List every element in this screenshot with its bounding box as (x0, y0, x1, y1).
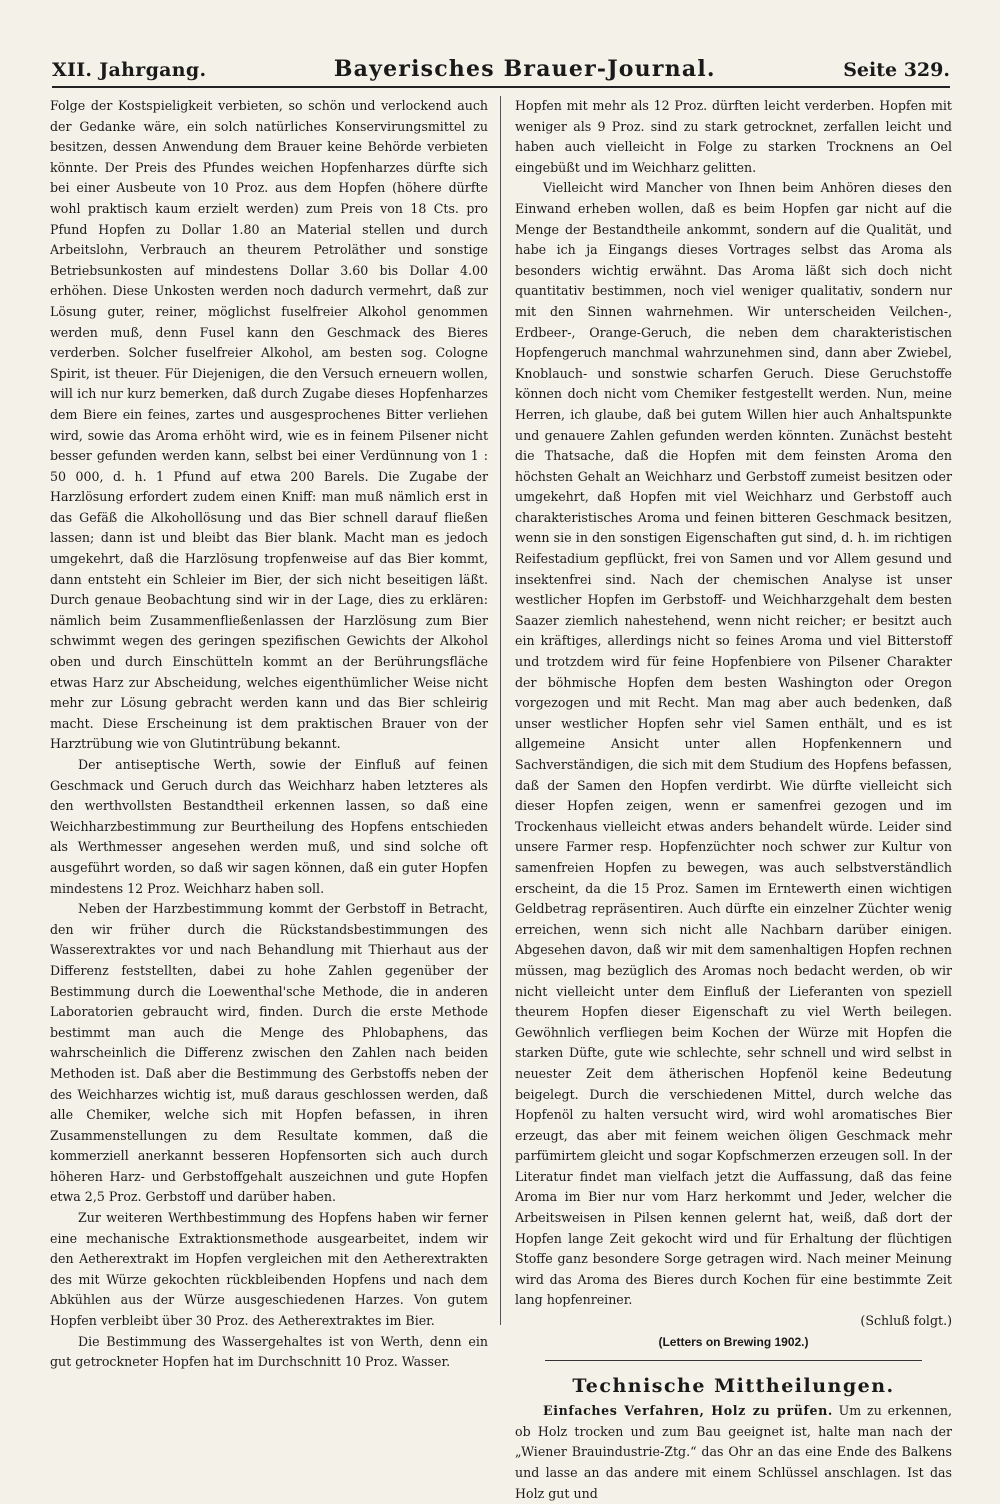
journal-title: Bayerisches Brauer-Journal. (333, 56, 716, 82)
section-text: Um zu erkennen, ob Holz trocken und zum Bau geeignet ist, halte man nach der „Wiener Brauindustrie-Ztg.“ das Ohr an das eine Ende des Balkens und lasse an das andere mit einem Schlüssel anschlagen. Ist das Holz gut und (515, 1403, 952, 1501)
section-paragraph (515, 1401, 952, 1504)
right-column (501, 96, 952, 1501)
page-header (52, 56, 950, 88)
section-divider (545, 1360, 922, 1361)
text-columns (50, 96, 952, 1501)
page-number: Seite 329. (843, 59, 950, 81)
continuation-note-row (515, 1311, 952, 1332)
left-column (50, 96, 501, 1370)
source-citation: (Letters on Brewing 1902.) (658, 1334, 809, 1349)
paragraph: Die Bestimmung des Wassergehaltes ist von Werth, denn ein gut getrockneter Hopfen hat im Durchschnitt 10 Proz. Wasser. (50, 1333, 488, 1370)
paragraph: Der antiseptische Werth, sowie der Einfluß auf feinen Geschmack und Geruch durch das Weichharz haben letzteres als den werthvollsten Bestandtheil erkennen lassen, so daß eine Weichharzbestimmung zur Beurtheilung des Hopfens entschieden als Werthmesser angesehen werden muß, und sind solche oft ausgeführt worden, so daß wir sagen können, daß ein guter Hopfen mindestens 12 Proz. Weichharz haben soll. (50, 757, 488, 896)
paragraph: Zur weiteren Werthbestimmung des Hopfens haben wir ferner eine mechanische Extraktionsmethode ausgearbeitet, indem wir den Aetherextrakt im Hopfen vergleichen mit den Aetherextrakten des mit Würze gekochten rückbleibenden Hopfens und nach dem Abkühlen aus der Würze ausgeschiedenen Harzes. Von gutem Hopfen verbleibt über 30 Proz. des Aetherextraktes im Bier. (50, 1210, 488, 1329)
paragraph: Vielleicht wird Mancher von Ihnen beim Anhören dieses den Einwand erheben wollen, daß es beim Hopfen gar nicht auf die Menge der Bestandtheile ankommt, sondern auf die Qualität, und habe ich ja Eingangs dieses Vortrages selbst das Aroma als besonders wichtig erwähnt. Das Aroma läßt sich doch nicht quantitativ bestimmen, noch viel weniger qualitativ, sondern nur mit den Sinnen wahrnehmen. Wir unterscheiden Veilchen-, Erdbeer-, Orange-Geruch, die neben dem charakteristischen Hopfengeruch manchmal wahrzunehmen sind, dann aber Zwiebel, Knoblauch- und sonstwie scharfen Geruch. Diese Geruchstoffe können doch nicht vom Chemiker festgestellt werden. Nun, meine Herren, ich glaube, daß bei gutem Willen hier auch Anhaltspunkte und genauere Zahlen gefunden werden könnten. Zunächst besteht die Thatsache, daß die Hopfen mit dem feinsten Aroma den höchsten Gehalt an Weichharz und Gerbstoff zumeist besitzen oder umgekehrt, daß Hopfen mit viel Weichharz und Gerbstoff auch charakteristisches Aroma und feinen bitteren Geschmack besitzen, wenn sie in den sonstigen Eigenschaften gut sind, d. h. im richtigen Reifestadium gepflückt, frei von Samen und vor Allem gesund und insektenfrei sind. Nach der chemischen Analyse ist unser westlicher Hopfen im Gerbstoff- und Weichharzgehalt dem besten Saazer ziemlich nahestehend, wenn nicht reicher; er besitzt auch ein kräftiges, allerdings nicht so feines Aroma und viel Bitterstoff und trotzdem wird für feine Hopfenbiere von Pilsener Charakter der böhmische Hopfen dem besten Washington oder Oregon vorgezogen und mit Recht. Man mag aber auch bedenken, daß unser westlicher Hopfen sehr viel Samen enthält, und es ist allgemeine Ansicht unter allen Hopfenkennern und Sachverständigen, die sich mit dem Studium des Hopfens befassen, daß der Samen den Hopfen verdirbt. Wie dürfte vielleicht sich dieser Hopfen zeigen, wenn er samenfrei gezogen und im Trockenhaus vielleicht etwas anders behandelt würde. Leider sind unsere Farmer resp. Hopfenzüchter noch schwer zur Kultur von samenfreien Hopfen zu bewegen, was auch selbstverständlich erscheint, da die 15 Proz. Samen im Erntewerth einen wichtigen Geldbetrag repräsentiren. Auch dürfte ein einzelner Züchter wenig erreichen, wenn sich nicht alle Nachbarn darüber einigen. Abgesehen davon, daß wir mit dem samenhaltigen Hopfen rechnen müssen, mag bezüglich des Aromas noch bedacht werden, ob wir nicht vielleicht unter dem Einfluß der Lieferanten von speziell theurem Hopfen dieser Eigenschaft zu viel Werth beilegen. Gewöhnlich verfliegen beim Kochen der Würze mit Hopfen die starken Düfte, gute wie schlechte, sehr schnell und wird selbst in neuester Zeit dem ätherischen Hopfenöl keine Bedeutung beigelegt. Durch die verschiedenen Mittel, durch welche das Hopfenöl zu halten versucht wird, wird wohl aromatisches Bier erzeugt, das aber mit feinem weichen öligen Geschmack mehr parfümirtem gleicht und sogar Kopfschmerzen erzeugen soll. In der Literatur findet man vielfach jetzt die Auffassung, daß das feine Aroma im Bier nur vom Harz herkommt und Jeder, welcher die Arbeitsweisen in Pilsen kennen gelernt hat, weiß, daß dort der Hopfen lange Zeit gekocht wird und für Erhaltung der flüchtigen Stoffe ganz besondere Sorge getragen wird. Nach meiner Meinung wird das Aroma des Bieres durch Kochen für eine bestimmte Zeit lang hopfenreiner. (515, 180, 952, 1308)
paragraph: Neben der Harzbestimmung kommt der Gerbstoff in Betracht, den wir früher durch die Rückstandsbestimmungen des Wasserextraktes vor und nach Behandlung mit Thierhaut aus der Differenz feststellten, dabei zu hohe Zahlen gegenüber der Bestimmung durch die Loewenthal'sche Methode, die in anderen Laboratorien gebraucht wird, finden. Durch die erste Methode bestimmt man auch die Menge des Phlobaphens, das wahrscheinlich die Differenz zwischen den Zahlen nach beiden Methoden ist. Daß aber die Bestimmung des Gerbstoffs neben der des Weichharzes wichtig ist, muß daraus geschlossen werden, daß alle Chemiker, welche sich mit Hopfen befassen, in ihren Zusammenstellungen zu dem Resultate kommen, daß die kommerziell anerkannt besseren Hopfensorten sich auch durch höheren Harz- und Gerbstoffgehalt auszeichnen und gute Hopfen etwa 2,5 Proz. Gerbstoff und darüber haben. (50, 901, 488, 1205)
paragraph: Folge der Kostspieligkeit verbieten, so schön und verlockend auch der Gedanke wäre, ein solch natürliches Konservirungsmittel zu besitzen, dessen Anwendung dem Brauer keine Behörde verbieten könnte. Der Preis des Pfundes weichen Hopfenharzes dürfte sich bei einer Ausbeute von 10 Proz. aus dem Hopfen (höhere dürfte wohl praktisch kaum erzielt werden) zum Preis von 18 Cts. pro Pfund Hopfen zu Dollar 1.80 an Material stellen und durch Arbeitslohn, Verbrauch an theurem Petroläther und sonstige Betriebsunkosten auf mindestens Dollar 3.60 bis Dollar 4.00 erhöhen. Diese Unkosten werden noch dadurch vermehrt, daß zur Lösung guter, reiner, möglichst fuselfreier Alkohol genommen werden muß, denn Fusel kann den Geschmack des Bieres verderben. Solcher fuselfreier Alkohol, am besten sog. Cologne Spirit, ist theuer. Für Diejenigen, die den Versuch erneuern wollen, will ich nur kurz bemerken, daß durch Zugabe dieses Hopfenharzes dem Biere ein feines, zartes und ausgesprochenes Bitter verliehen wird, sowie das Aroma erhöht wird, wie es in feinem Pilsener nicht besser gefunden werden kann, selbst bei einer Verdünnung von 1 : 50 000, d. h. 1 Pfund auf etwa 200 Barels. Die Zugabe der Harzlösung erfordert zudem einen Kniff: man muß nämlich erst in das Gefäß die Alkohollösung und das Bier schnell darauf fließen lassen; dann ist und bleibt das Bier blank. Macht man es jedoch umgekehrt, daß die Harzlösung tropfenweise auf das Bier kommt, dann entsteht ein Schleier im Bier, der sich nicht beseitigen läßt. Durch genaue Beobachtung sind wir in der Lage, dies zu erklären: nämlich beim Zusammenfließenlassen der Harzlösung zum Bier schwimmt wegen des geringen spezifischen Gewichts der Alkohol oben und durch Einschütteln kommt an der Berührungsfläche etwas Harz zur Abscheidung, welches eigenthümlicher Weise nicht mehr zur Lösung gebracht werden kann und das Bier schleirig macht. Diese Erscheinung ist dem praktischen Brauer von der Harztrübung wie von Glutintrübung bekannt. (50, 98, 488, 752)
section-title: Technische Mittheilungen. (572, 1375, 895, 1398)
volume-label: XII. Jahrgang. (52, 59, 207, 81)
continuation-note: (Schluß folgt.) (860, 1313, 952, 1329)
paragraph: Hopfen mit mehr als 12 Proz. dürften leicht verderben. Hopfen mit weniger als 9 Proz. sind zu stark getrocknet, zerfallen leicht und haben auch vielleicht in Folge zu starken Trocknens an Oel eingebüßt und im Weichharz gelitten. (515, 98, 952, 175)
section-subhead: Einfaches Verfahren, Holz zu prüfen. (543, 1403, 833, 1419)
